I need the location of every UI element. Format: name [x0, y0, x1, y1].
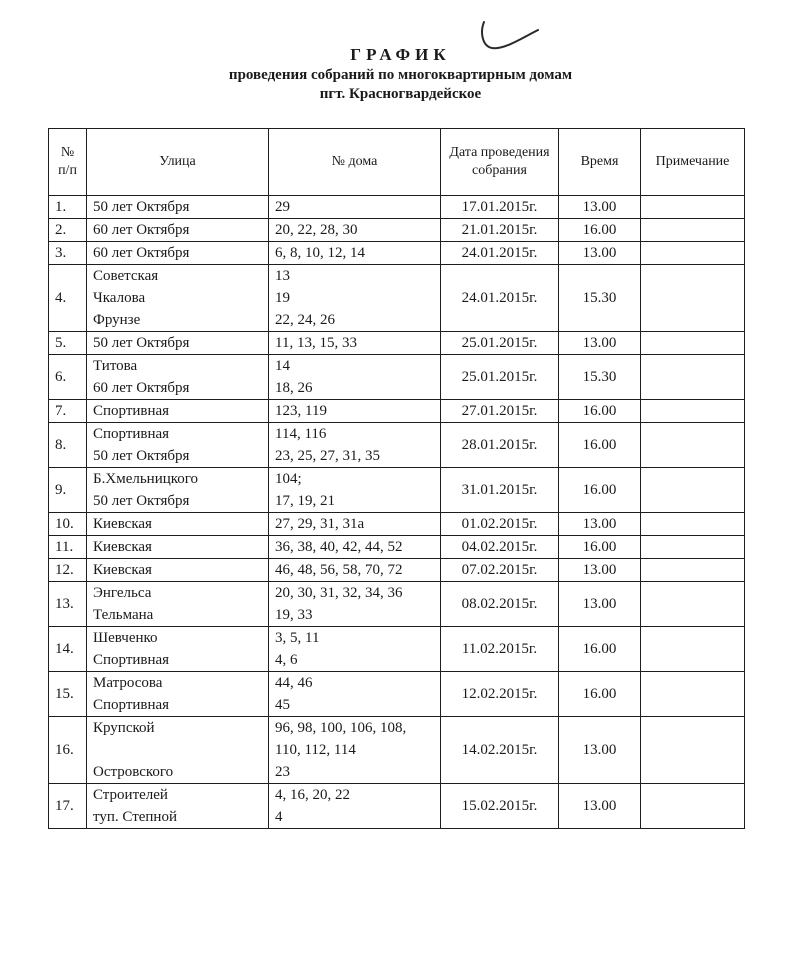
- house-numbers: 96, 98, 100, 106, 108,: [275, 720, 407, 736]
- document-title: ГРАФИК: [350, 45, 451, 64]
- row-number-cell: 8.: [49, 423, 87, 468]
- house-numbers: 44, 46: [275, 675, 313, 691]
- row-number-cell: 2.: [49, 219, 87, 242]
- house-numbers: 23, 25, 27, 31, 35: [275, 448, 380, 464]
- note-cell: [641, 219, 745, 242]
- meeting-date-cell: 14.02.2015г.: [441, 717, 559, 784]
- street-name: Киевская: [93, 516, 152, 532]
- column-header-num: № п/п: [49, 129, 87, 196]
- row-number-cell: 7.: [49, 400, 87, 423]
- note-cell: [641, 468, 745, 513]
- column-header-time: Время: [559, 129, 641, 196]
- note-cell: [641, 582, 745, 627]
- house-numbers: 6, 8, 10, 12, 14: [275, 245, 365, 261]
- street-name: Энгельса: [93, 585, 152, 601]
- street-cell: [87, 784, 269, 829]
- house-numbers: 4, 6: [275, 652, 298, 668]
- house-numbers: 114, 116: [275, 426, 327, 442]
- meeting-time-cell: 13.00: [559, 717, 641, 784]
- house-numbers: 29: [275, 199, 290, 215]
- street-name: Спортивная: [93, 652, 170, 668]
- table-row: [49, 242, 745, 265]
- table-row: [49, 265, 745, 332]
- street-name: Матросова: [93, 675, 163, 691]
- house-numbers: 27, 29, 31, 31а: [275, 516, 365, 532]
- house-numbers: 3, 5, 11: [275, 630, 320, 646]
- column-header-street: Улица: [87, 129, 269, 196]
- note-cell: [641, 355, 745, 400]
- street-name: 50 лет Октября: [93, 199, 190, 215]
- house-numbers: 11, 13, 15, 33: [275, 335, 357, 351]
- column-header-house: № дома: [269, 129, 441, 196]
- house-numbers: 14: [275, 358, 290, 374]
- house-numbers: 4, 16, 20, 22: [275, 787, 350, 803]
- note-cell: [641, 400, 745, 423]
- meeting-date-cell: 01.02.2015г.: [441, 513, 559, 536]
- street-name: Спортивная: [93, 403, 170, 419]
- table-row: [49, 332, 745, 355]
- meeting-time-cell: 13.00: [559, 784, 641, 829]
- street-name: туп. Степной: [93, 809, 177, 825]
- street-name: 50 лет Октября: [93, 493, 190, 509]
- row-number-cell: 11.: [49, 536, 87, 559]
- house-numbers-cell: [269, 196, 441, 219]
- house-numbers: 45: [275, 697, 290, 713]
- street-name: Островского: [93, 764, 174, 780]
- street-name: Б.Хмельницкого: [93, 471, 199, 487]
- meeting-time-cell: 13.00: [559, 513, 641, 536]
- street-cell: [87, 242, 269, 265]
- note-cell: [641, 672, 745, 717]
- street-name: Тельмана: [93, 607, 154, 623]
- street-name: Спортивная: [93, 697, 170, 713]
- house-numbers: 13: [275, 268, 290, 284]
- house-numbers-cell: [269, 536, 441, 559]
- street-name: Строителей: [93, 787, 168, 803]
- street-cell: [87, 219, 269, 242]
- house-numbers-cell: [269, 672, 441, 717]
- street-cell: [87, 468, 269, 513]
- note-cell: [641, 784, 745, 829]
- street-cell: [87, 400, 269, 423]
- meeting-date-cell: 15.02.2015г.: [441, 784, 559, 829]
- meeting-date-cell: 17.01.2015г.: [441, 196, 559, 219]
- street-name: Титова: [93, 358, 138, 374]
- street-cell: [87, 627, 269, 672]
- meeting-time-cell: 16.00: [559, 400, 641, 423]
- document-header: [0, 44, 791, 104]
- meeting-date-cell: 27.01.2015г.: [441, 400, 559, 423]
- house-numbers: 36, 38, 40, 42, 44, 52: [275, 539, 403, 555]
- house-numbers: 19, 33: [275, 607, 313, 623]
- meeting-time-cell: 13.00: [559, 582, 641, 627]
- meeting-time-cell: 16.00: [559, 468, 641, 513]
- meeting-date-cell: 12.02.2015г.: [441, 672, 559, 717]
- house-numbers-cell: [269, 423, 441, 468]
- street-cell: [87, 672, 269, 717]
- column-header-date: Дата проведения собрания: [441, 129, 559, 196]
- table-row: [49, 717, 745, 784]
- house-numbers: 20, 22, 28, 30: [275, 222, 358, 238]
- note-cell: [641, 536, 745, 559]
- house-numbers: 23: [275, 764, 290, 780]
- document-subtitle-line-1: проведения собраний по многоквартирным домам: [228, 67, 573, 83]
- street-cell: [87, 513, 269, 536]
- street-cell: [87, 582, 269, 627]
- meeting-date-cell: 24.01.2015г.: [441, 265, 559, 332]
- meeting-date-cell: 21.01.2015г.: [441, 219, 559, 242]
- street-name: 50 лет Октября: [93, 335, 190, 351]
- house-numbers-cell: [269, 582, 441, 627]
- row-number-cell: 16.: [49, 717, 87, 784]
- table-row: [49, 672, 745, 717]
- house-numbers-cell: [269, 242, 441, 265]
- table-row: [49, 627, 745, 672]
- street-name: Киевская: [93, 562, 152, 578]
- street-name: 60 лет Октября: [93, 222, 190, 238]
- house-numbers-cell: [269, 559, 441, 582]
- street-cell: [87, 332, 269, 355]
- meeting-time-cell: 16.00: [559, 219, 641, 242]
- house-numbers-cell: [269, 400, 441, 423]
- street-name: 60 лет Октября: [93, 245, 190, 261]
- street-name: Спортивная: [93, 426, 170, 442]
- house-numbers: 20, 30, 31, 32, 34, 36: [275, 585, 403, 601]
- table-header-row: [49, 129, 745, 196]
- street-cell: [87, 536, 269, 559]
- meeting-time-cell: 13.00: [559, 559, 641, 582]
- street-cell: [87, 559, 269, 582]
- house-numbers: 22, 24, 26: [275, 312, 335, 328]
- table-header: [49, 129, 745, 196]
- note-cell: [641, 242, 745, 265]
- street-cell: [87, 423, 269, 468]
- house-numbers-cell: [269, 355, 441, 400]
- row-number-cell: 17.: [49, 784, 87, 829]
- street-cell: [87, 355, 269, 400]
- table-row: [49, 423, 745, 468]
- meeting-date-cell: 31.01.2015г.: [441, 468, 559, 513]
- meeting-date-cell: 04.02.2015г.: [441, 536, 559, 559]
- house-numbers-cell: [269, 265, 441, 332]
- row-number-cell: 9.: [49, 468, 87, 513]
- street-name: Чкалова: [93, 290, 146, 306]
- street-cell: [87, 196, 269, 219]
- row-number-cell: 6.: [49, 355, 87, 400]
- meeting-time-cell: 16.00: [559, 672, 641, 717]
- house-numbers-cell: [269, 468, 441, 513]
- street-cell: [87, 265, 269, 332]
- house-numbers: 17, 19, 21: [275, 493, 335, 509]
- house-numbers-cell: [269, 784, 441, 829]
- note-cell: [641, 513, 745, 536]
- house-numbers-cell: [269, 219, 441, 242]
- meeting-time-cell: 13.00: [559, 196, 641, 219]
- street-name: Фрунзе: [93, 312, 141, 328]
- meeting-date-cell: 24.01.2015г.: [441, 242, 559, 265]
- meeting-date-cell: 28.01.2015г.: [441, 423, 559, 468]
- meeting-date-cell: 25.01.2015г.: [441, 355, 559, 400]
- street-cell: [87, 717, 269, 784]
- row-number-cell: 12.: [49, 559, 87, 582]
- column-header-note: Примечание: [641, 129, 745, 196]
- street-name: Советская: [93, 268, 159, 284]
- street-name: 50 лет Октября: [93, 448, 190, 464]
- row-number-cell: 1.: [49, 196, 87, 219]
- street-name: Киевская: [93, 539, 152, 555]
- house-numbers-cell: [269, 513, 441, 536]
- row-number-cell: 3.: [49, 242, 87, 265]
- note-cell: [641, 627, 745, 672]
- meeting-time-cell: 15.30: [559, 265, 641, 332]
- house-numbers: 4: [275, 809, 283, 825]
- table-row: [49, 559, 745, 582]
- house-numbers-cell: [269, 717, 441, 784]
- meeting-time-cell: 13.00: [559, 242, 641, 265]
- meeting-schedule-table: [48, 128, 745, 829]
- note-cell: [641, 265, 745, 332]
- row-number-cell: 14.: [49, 627, 87, 672]
- table-row: [49, 468, 745, 513]
- house-numbers-cell: [269, 627, 441, 672]
- table-body: [49, 196, 745, 829]
- table-row: [49, 219, 745, 242]
- table-row: [49, 400, 745, 423]
- meeting-time-cell: 13.00: [559, 332, 641, 355]
- meeting-time-cell: 16.00: [559, 536, 641, 559]
- street-line-spacer: [93, 739, 262, 761]
- house-numbers: 110, 112, 114: [275, 742, 356, 758]
- house-numbers: 46, 48, 56, 58, 70, 72: [275, 562, 403, 578]
- house-numbers-cell: [269, 332, 441, 355]
- row-number-cell: 15.: [49, 672, 87, 717]
- meeting-time-cell: 15.30: [559, 355, 641, 400]
- street-name: Шевченко: [93, 630, 158, 646]
- row-number-cell: 4.: [49, 265, 87, 332]
- house-numbers: 19: [275, 290, 290, 306]
- row-number-cell: 10.: [49, 513, 87, 536]
- table-row: [49, 355, 745, 400]
- house-numbers: 18, 26: [275, 380, 313, 396]
- street-name: Крупской: [93, 720, 155, 736]
- meeting-date-cell: 11.02.2015г.: [441, 627, 559, 672]
- house-numbers: 123, 119: [275, 403, 327, 419]
- note-cell: [641, 196, 745, 219]
- meeting-time-cell: 16.00: [559, 423, 641, 468]
- street-name: 60 лет Октября: [93, 380, 190, 396]
- meeting-time-cell: 16.00: [559, 627, 641, 672]
- table-row: [49, 536, 745, 559]
- note-cell: [641, 423, 745, 468]
- row-number-cell: 13.: [49, 582, 87, 627]
- house-numbers: 104;: [275, 471, 302, 487]
- meeting-date-cell: 08.02.2015г.: [441, 582, 559, 627]
- table-row: [49, 513, 745, 536]
- table-row: [49, 196, 745, 219]
- row-number-cell: 5.: [49, 332, 87, 355]
- note-cell: [641, 559, 745, 582]
- document-subtitle-line-2: пгт. Красногвардейское: [319, 86, 482, 102]
- meeting-date-cell: 25.01.2015г.: [441, 332, 559, 355]
- table-row: [49, 784, 745, 829]
- table-row: [49, 582, 745, 627]
- note-cell: [641, 332, 745, 355]
- note-cell: [641, 717, 745, 784]
- meeting-date-cell: 07.02.2015г.: [441, 559, 559, 582]
